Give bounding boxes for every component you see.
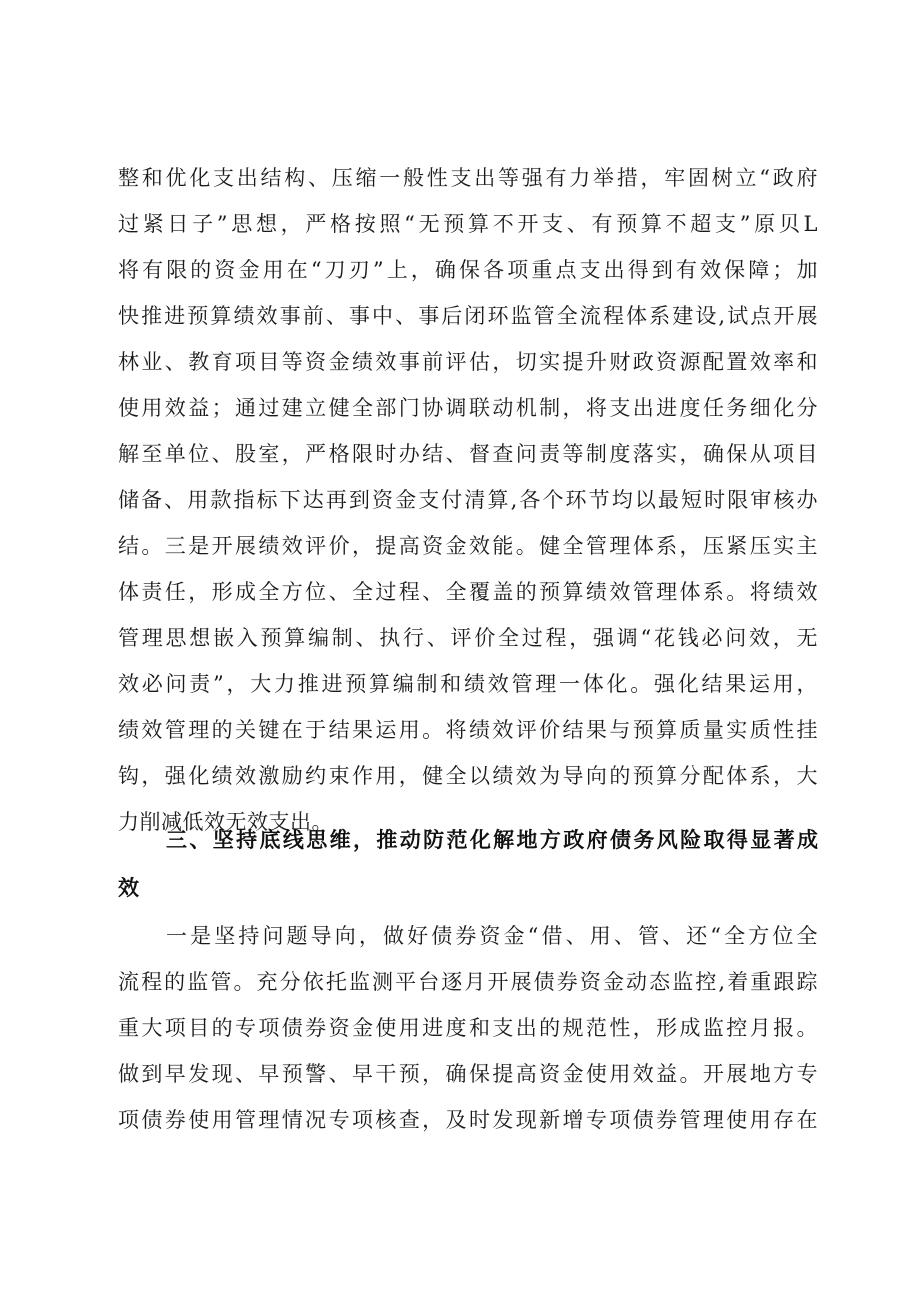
heading-line: 三、坚持底线思维，推动防范化解地方政府债务风险取得显著成 <box>166 828 818 852</box>
text-line: 钩，强化绩效激励约束作用，健全以绩效为导向的预算分配体系，大 <box>118 764 818 788</box>
text-line: 将有限的资金用在“刀刃”上，确保各项重点支出得到有效保障；加 <box>118 258 818 282</box>
text-line: 解至单位、股室，严格限时办结、督查问责等制度落实，确保从项目 <box>118 442 818 466</box>
text-line: 做到早发现、早预警、早干预，确保提高资金使用效益。开展地方专 <box>118 1062 818 1086</box>
text-line: 力削减低效无效支出。 <box>118 810 333 834</box>
text-line: 结。三是开展绩效评价，提高资金效能。健全管理体系，压紧压实主 <box>118 534 818 558</box>
text-line: 体责任，形成全方位、全过程、全覆盖的预算绩效管理体系。将绩效 <box>118 580 818 604</box>
text-line: 项债券使用管理情况专项核查，及时发现新增专项债券管理使用存在 <box>118 1108 818 1132</box>
text-line: 整和优化支出结构、压缩一般性支出等强有力举措，牢固树立“政府 <box>118 166 818 190</box>
text-line: 林业、教育项目等资金绩效事前评估，切实提升财政资源配置效率和 <box>118 350 818 374</box>
text-line: 一是坚持问题导向，做好债券资金“借、用、管、还“全方位全 <box>166 924 818 948</box>
text-line: 使用效益；通过建立健全部门协调联动机制，将支出进度任务细化分 <box>118 396 818 420</box>
text-line: 快推进预算绩效事前、事中、事后闭环监管全流程体系建设,试点开展 <box>118 304 818 328</box>
text-line: 过紧日子”思想，严格按照“无预算不开支、有预算不超支”原贝L <box>118 212 818 236</box>
text-line: 管理思想嵌入预算编制、执行、评价全过程，强调“花钱必问效，无 <box>118 626 818 650</box>
heading-line: 效 <box>118 876 139 900</box>
text-line: 效必问责”，大力推进预算编制和绩效管理一体化。强化结果运用， <box>118 672 818 696</box>
text-line: 流程的监管。充分依托监测平台逐月开展债券资金动态监控,着重跟踪 <box>118 970 818 994</box>
text-line: 储备、用款指标下达再到资金支付清算,各个环节均以最短时限审核办 <box>118 488 818 512</box>
text-line: 重大项目的专项债券资金使用进度和支出的规范性，形成监控月报。 <box>118 1016 818 1040</box>
text-line: 绩效管理的关键在于结果运用。将绩效评价结果与预算质量实质性挂 <box>118 718 818 742</box>
